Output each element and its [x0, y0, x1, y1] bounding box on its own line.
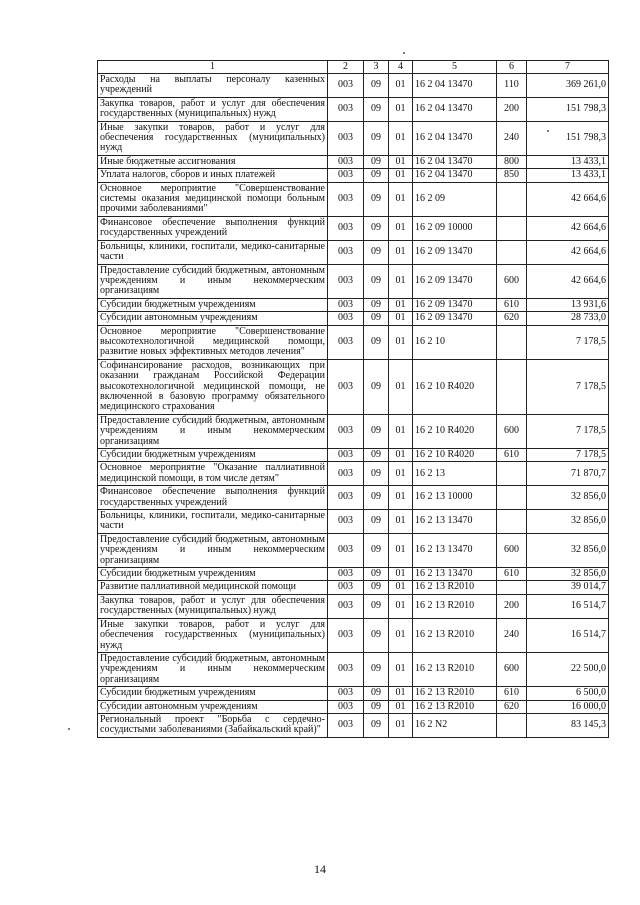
row-description: Расходы на выплаты персоналу казенных учреждений — [98, 74, 328, 98]
target-article-code: 16 2 09 — [413, 182, 497, 216]
table-row — [98, 510, 609, 534]
table-row — [98, 121, 609, 155]
target-article-code: 16 2 13 13470 — [413, 510, 497, 534]
target-article-code: 16 2 09 13470 — [413, 240, 497, 264]
amount: 42 664,6 — [527, 216, 609, 240]
amount: 13 433,1 — [527, 155, 609, 168]
table-body — [98, 74, 609, 738]
admin-code: 003 — [328, 687, 364, 700]
row-description: Закупка товаров, работ и услуг для обеспечения государственных (муниципальных) нужд — [98, 97, 328, 121]
subsection-code: 01 — [389, 182, 413, 216]
table-row — [98, 169, 609, 182]
expense-type-code — [497, 510, 527, 534]
section-code: 09 — [364, 581, 389, 594]
row-description: Финансовое обеспечение выполнения функций государственных учреждений — [98, 486, 328, 510]
table-row — [98, 312, 609, 325]
admin-code: 003 — [328, 97, 364, 121]
section-code: 09 — [364, 155, 389, 168]
subsection-code: 01 — [389, 486, 413, 510]
section-code: 09 — [364, 713, 389, 737]
expense-type-code — [497, 240, 527, 264]
target-article-code: 16 2 13 R2010 — [413, 687, 497, 700]
section-code: 09 — [364, 700, 389, 713]
amount: 151 798,3 — [527, 97, 609, 121]
target-article-code: 16 2 10 R4020 — [413, 414, 497, 448]
page-number: 14 — [314, 862, 326, 876]
expense-type-code: 610 — [497, 298, 527, 311]
target-article-code: 16 2 09 13470 — [413, 298, 497, 311]
expense-type-code: 600 — [497, 264, 527, 298]
section-code: 09 — [364, 652, 389, 686]
subsection-code: 01 — [389, 325, 413, 359]
row-description: Предоставление субсидий бюджетным, автономным учреждениям и иным некоммерческим организациям — [98, 652, 328, 686]
target-article-code: 16 2 13 R2010 — [413, 581, 497, 594]
amount: 16 514,7 — [527, 618, 609, 652]
table-row — [98, 652, 609, 686]
admin-code: 003 — [328, 414, 364, 448]
amount: 32 856,0 — [527, 568, 609, 581]
table-row — [98, 700, 609, 713]
amount: 83 145,3 — [527, 713, 609, 737]
admin-code: 003 — [328, 359, 364, 414]
amount: 32 856,0 — [527, 486, 609, 510]
section-code: 09 — [364, 74, 389, 98]
amount: 7 178,5 — [527, 325, 609, 359]
amount: 39 014,7 — [527, 581, 609, 594]
table-row — [98, 486, 609, 510]
target-article-code: 16 2 13 13470 — [413, 568, 497, 581]
table-row — [98, 155, 609, 168]
subsection-code: 01 — [389, 97, 413, 121]
admin-code: 003 — [328, 594, 364, 618]
target-article-code: 16 2 13 13470 — [413, 533, 497, 567]
amount: 32 856,0 — [527, 533, 609, 567]
section-code: 09 — [364, 449, 389, 462]
section-code: 09 — [364, 240, 389, 264]
row-description: Иные закупки товаров, работ и услуг для обеспечения государственных (муниципальных) нужд — [98, 121, 328, 155]
section-code: 09 — [364, 568, 389, 581]
column-header: 3 — [364, 61, 389, 74]
table-row — [98, 182, 609, 216]
admin-code: 003 — [328, 713, 364, 737]
expense-type-code — [497, 216, 527, 240]
section-code: 09 — [364, 121, 389, 155]
expense-type-code: 850 — [497, 169, 527, 182]
column-header: 7 — [527, 61, 609, 74]
expense-type-code — [497, 486, 527, 510]
expense-type-code: 600 — [497, 414, 527, 448]
expense-type-code: 610 — [497, 449, 527, 462]
scan-speck — [547, 130, 549, 132]
admin-code: 003 — [328, 325, 364, 359]
subsection-code: 01 — [389, 298, 413, 311]
subsection-code: 01 — [389, 713, 413, 737]
admin-code: 003 — [328, 298, 364, 311]
admin-code: 003 — [328, 462, 364, 486]
table-row — [98, 449, 609, 462]
expense-type-code: 600 — [497, 652, 527, 686]
expense-type-code: 240 — [497, 618, 527, 652]
table-row — [98, 264, 609, 298]
admin-code: 003 — [328, 182, 364, 216]
table-row — [98, 359, 609, 414]
admin-code: 003 — [328, 618, 364, 652]
column-header: 4 — [389, 61, 413, 74]
amount: 6 500,0 — [527, 687, 609, 700]
section-code: 09 — [364, 359, 389, 414]
table-row — [98, 618, 609, 652]
row-description: Субсидии бюджетным учреждениям — [98, 568, 328, 581]
row-description: Уплата налогов, сборов и иных платежей — [98, 169, 328, 182]
target-article-code: 16 2 10 R4020 — [413, 359, 497, 414]
section-code: 09 — [364, 687, 389, 700]
amount: 71 870,7 — [527, 462, 609, 486]
expense-type-code: 610 — [497, 568, 527, 581]
row-description: Больницы, клиники, госпитали, медико-санитарные части — [98, 510, 328, 534]
target-article-code: 16 2 04 13470 — [413, 74, 497, 98]
target-article-code: 16 2 13 R2010 — [413, 652, 497, 686]
section-code: 09 — [364, 594, 389, 618]
table-row — [98, 240, 609, 264]
expense-type-code: 240 — [497, 121, 527, 155]
admin-code: 003 — [328, 581, 364, 594]
target-article-code: 16 2 09 13470 — [413, 312, 497, 325]
row-description: Основное мероприятие "Совершенствование высокотехнологичной медицинской помощи, развитие новых эффективных методов лечения" — [98, 325, 328, 359]
subsection-code: 01 — [389, 652, 413, 686]
table-row — [98, 414, 609, 448]
table-header-row — [98, 61, 609, 74]
subsection-code: 01 — [389, 533, 413, 567]
target-article-code: 16 2 04 13470 — [413, 169, 497, 182]
amount: 151 798,3 — [527, 121, 609, 155]
admin-code: 003 — [328, 74, 364, 98]
subsection-code: 01 — [389, 155, 413, 168]
admin-code: 003 — [328, 312, 364, 325]
subsection-code: 01 — [389, 581, 413, 594]
section-code: 09 — [364, 618, 389, 652]
target-article-code: 16 2 13 R2010 — [413, 594, 497, 618]
row-description: Субсидии бюджетным учреждениям — [98, 298, 328, 311]
section-code: 09 — [364, 264, 389, 298]
table-row — [98, 594, 609, 618]
target-article-code: 16 2 04 13470 — [413, 155, 497, 168]
table-row — [98, 568, 609, 581]
subsection-code: 01 — [389, 510, 413, 534]
column-header: 5 — [413, 61, 497, 74]
target-article-code: 16 2 13 10000 — [413, 486, 497, 510]
target-article-code: 16 2 N2 — [413, 713, 497, 737]
admin-code: 003 — [328, 700, 364, 713]
admin-code: 003 — [328, 264, 364, 298]
admin-code: 003 — [328, 652, 364, 686]
section-code: 09 — [364, 182, 389, 216]
budget-table — [97, 60, 609, 738]
expense-type-code: 620 — [497, 312, 527, 325]
column-header: 2 — [328, 61, 364, 74]
column-header: 1 — [98, 61, 328, 74]
expense-type-code — [497, 581, 527, 594]
subsection-code: 01 — [389, 359, 413, 414]
expense-type-code: 620 — [497, 700, 527, 713]
subsection-code: 01 — [389, 121, 413, 155]
expense-type-code: 200 — [497, 594, 527, 618]
row-description: Предоставление субсидий бюджетным, автономным учреждениям и иным некоммерческим организациям — [98, 264, 328, 298]
scan-speck — [403, 52, 405, 54]
expense-type-code — [497, 359, 527, 414]
section-code: 09 — [364, 533, 389, 567]
row-description: Больницы, клиники, госпитали, медико-санитарные части — [98, 240, 328, 264]
amount: 42 664,6 — [527, 182, 609, 216]
admin-code: 003 — [328, 169, 364, 182]
section-code: 09 — [364, 510, 389, 534]
expense-type-code — [497, 182, 527, 216]
amount: 13 931,6 — [527, 298, 609, 311]
amount: 16 514,7 — [527, 594, 609, 618]
section-code: 09 — [364, 414, 389, 448]
row-description: Закупка товаров, работ и услуг для обеспечения государственных (муниципальных) нужд — [98, 594, 328, 618]
admin-code: 003 — [328, 510, 364, 534]
row-description: Основное мероприятие "Оказание паллиативной медицинской помощи, в том числе детям" — [98, 462, 328, 486]
expense-type-code: 800 — [497, 155, 527, 168]
section-code: 09 — [364, 462, 389, 486]
table-row — [98, 216, 609, 240]
section-code: 09 — [364, 486, 389, 510]
subsection-code: 01 — [389, 414, 413, 448]
table-row — [98, 74, 609, 98]
table-row — [98, 325, 609, 359]
target-article-code: 16 2 09 13470 — [413, 264, 497, 298]
scan-speck — [68, 728, 70, 730]
expense-type-code: 200 — [497, 97, 527, 121]
row-description: Развитие паллиативной медицинской помощи — [98, 581, 328, 594]
amount: 32 856,0 — [527, 510, 609, 534]
subsection-code: 01 — [389, 449, 413, 462]
row-description: Субсидии автономным учреждениям — [98, 700, 328, 713]
subsection-code: 01 — [389, 462, 413, 486]
table-row — [98, 97, 609, 121]
subsection-code: 01 — [389, 74, 413, 98]
target-article-code: 16 2 13 R2010 — [413, 700, 497, 713]
admin-code: 003 — [328, 449, 364, 462]
table-row — [98, 581, 609, 594]
subsection-code: 01 — [389, 312, 413, 325]
row-description: Субсидии бюджетным учреждениям — [98, 449, 328, 462]
row-description: Основное мероприятие "Совершенствование системы оказания медицинской помощи больным прочими заболеваниями" — [98, 182, 328, 216]
admin-code: 003 — [328, 486, 364, 510]
target-article-code: 16 2 09 10000 — [413, 216, 497, 240]
row-description: Иные бюджетные ассигнования — [98, 155, 328, 168]
section-code: 09 — [364, 312, 389, 325]
amount: 7 178,5 — [527, 449, 609, 462]
amount: 7 178,5 — [527, 359, 609, 414]
table-row — [98, 687, 609, 700]
section-code: 09 — [364, 216, 389, 240]
table-row — [98, 533, 609, 567]
amount: 42 664,6 — [527, 240, 609, 264]
subsection-code: 01 — [389, 700, 413, 713]
expense-type-code — [497, 713, 527, 737]
expense-type-code: 610 — [497, 687, 527, 700]
subsection-code: 01 — [389, 568, 413, 581]
target-article-code: 16 2 13 R2010 — [413, 618, 497, 652]
amount: 7 178,5 — [527, 414, 609, 448]
row-description: Финансовое обеспечение выполнения функций государственных учреждений — [98, 216, 328, 240]
expense-type-code — [497, 325, 527, 359]
subsection-code: 01 — [389, 169, 413, 182]
subsection-code: 01 — [389, 687, 413, 700]
row-description: Предоставление субсидий бюджетным, автономным учреждениям и иным некоммерческим организациям — [98, 414, 328, 448]
expense-type-code: 110 — [497, 74, 527, 98]
admin-code: 003 — [328, 216, 364, 240]
row-description: Предоставление субсидий бюджетным, автономным учреждениям и иным некоммерческим организациям — [98, 533, 328, 567]
admin-code: 003 — [328, 533, 364, 567]
row-description: Региональный проект "Борьба с сердечно-сосудистыми заболеваниями (Забайкальский край)" — [98, 713, 328, 737]
subsection-code: 01 — [389, 264, 413, 298]
section-code: 09 — [364, 169, 389, 182]
row-description: Субсидии автономным учреждениям — [98, 312, 328, 325]
expense-type-code: 600 — [497, 533, 527, 567]
amount: 16 000,0 — [527, 700, 609, 713]
table-row — [98, 713, 609, 737]
admin-code: 003 — [328, 568, 364, 581]
amount: 13 433,1 — [527, 169, 609, 182]
subsection-code: 01 — [389, 216, 413, 240]
amount: 369 261,0 — [527, 74, 609, 98]
amount: 42 664,6 — [527, 264, 609, 298]
subsection-code: 01 — [389, 618, 413, 652]
admin-code: 003 — [328, 121, 364, 155]
target-article-code: 16 2 13 — [413, 462, 497, 486]
target-article-code: 16 2 04 13470 — [413, 97, 497, 121]
target-article-code: 16 2 04 13470 — [413, 121, 497, 155]
column-header: 6 — [497, 61, 527, 74]
section-code: 09 — [364, 298, 389, 311]
target-article-code: 16 2 10 R4020 — [413, 449, 497, 462]
expense-type-code — [497, 462, 527, 486]
admin-code: 003 — [328, 155, 364, 168]
subsection-code: 01 — [389, 240, 413, 264]
section-code: 09 — [364, 325, 389, 359]
table-row — [98, 298, 609, 311]
target-article-code: 16 2 10 — [413, 325, 497, 359]
amount: 22 500,0 — [527, 652, 609, 686]
amount: 28 733,0 — [527, 312, 609, 325]
row-description: Софинансирование расходов, возникающих при оказании гражданам Российской Федерации высокотехнологичной медицинской помощи, не включенной в базовую программу обязательного медицинского страхования — [98, 359, 328, 414]
row-description: Субсидии бюджетным учреждениям — [98, 687, 328, 700]
table-row — [98, 462, 609, 486]
row-description: Иные закупки товаров, работ и услуг для обеспечения государственных (муниципальных) нужд — [98, 618, 328, 652]
admin-code: 003 — [328, 240, 364, 264]
section-code: 09 — [364, 97, 389, 121]
subsection-code: 01 — [389, 594, 413, 618]
